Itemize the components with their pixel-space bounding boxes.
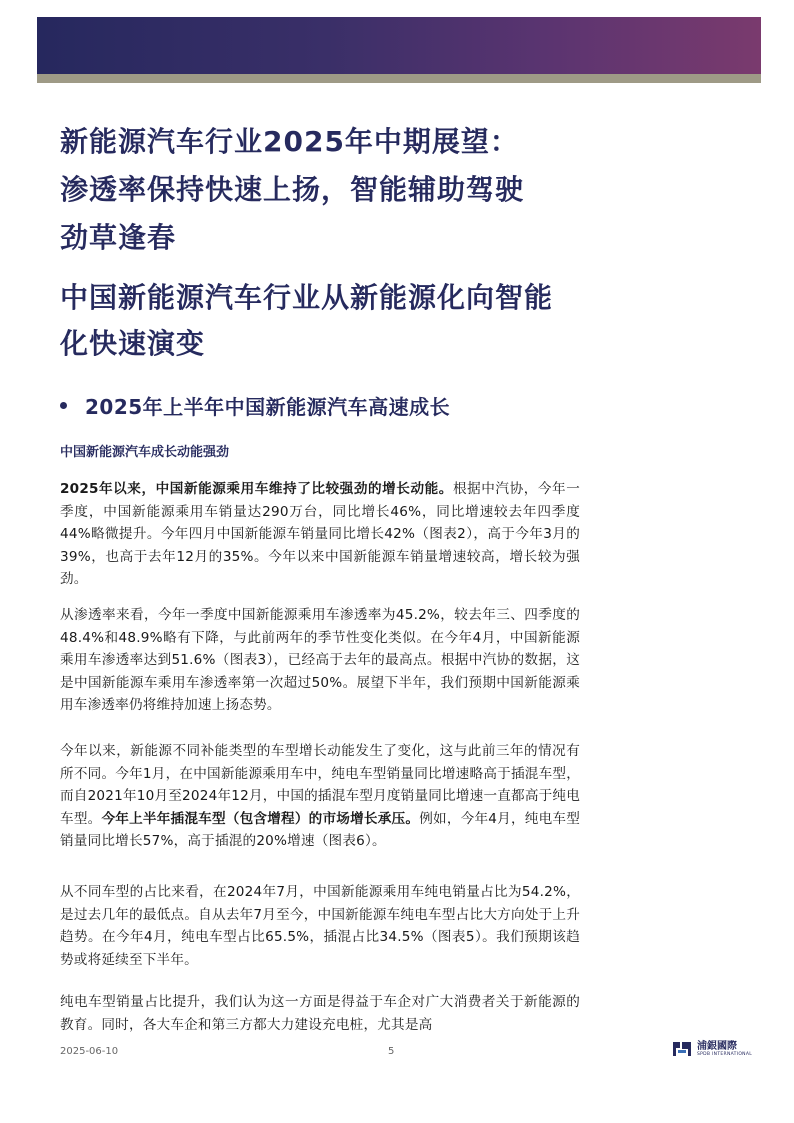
company-logo xyxy=(671,1040,752,1058)
report-title-line-3: 劲草逢春 xyxy=(60,221,177,254)
paragraph-3-text-a: 今年以来，新能源不同补能类型的车型增长动能发生了变化，这与此前三年的情况有所不同。今年1月，在中国新能源乘用车中，纯电车型销量同比增速略高于插混车型，而自2021年10月至2024年12月，中国的插混车型月度销量同比增速一直都高于纯电车型。 xyxy=(60,743,580,827)
logo-mark-icon xyxy=(671,1040,693,1058)
paragraph-3-bold: 今年上半年插混车型（包含增程）的市场增长承压。 xyxy=(101,810,420,827)
paragraph-3 xyxy=(60,740,580,853)
paragraph-2 xyxy=(60,604,580,717)
section-heading-line-2: 化快速演变 xyxy=(60,327,206,360)
section-heading-line-1: 中国新能源汽车行业从新能源化向智能 xyxy=(60,281,554,314)
paragraph-5 xyxy=(60,991,580,1036)
bullet-heading-text: 2025年上半年中国新能源汽车高速成长 xyxy=(85,394,451,419)
paragraph-1 xyxy=(60,478,580,591)
paragraph-5-text: 纯电车型销量占比提升，我们认为这一方面是得益于车企对广大消费者关于新能源的教育。同时，各大车企和第三方都大力建设充电桩，尤其是高 xyxy=(60,994,580,1033)
report-title-line-2: 渗透率保持快速上扬，智能辅助驾驶 xyxy=(60,173,525,206)
report-title-line-1: 新能源汽车行业2025年中期展望： xyxy=(60,125,519,158)
logo-text-en: SPDB INTERNATIONAL xyxy=(697,1051,753,1057)
logo-text-cn: 浦銀國際 xyxy=(697,1040,737,1052)
header-banner xyxy=(37,17,761,74)
paragraph-4-text: 从不同车型的占比来看，在2024年7月，中国新能源乘用车纯电销量占比为54.2%，是过去几年的最低点。自从去年7月至今，中国新能源车纯电车型占比大方向处于上升趋势。在今年4月，纯电车型占比65.5%，插混占比34.5%（图表5）。我们预期该趋势或将延续至下半年。 xyxy=(60,884,580,968)
paragraph-3-text-b: 例如，今年4月，纯电车型销量同比增长57%，高于插混的20%增速（图表6）。 xyxy=(60,810,580,850)
subheading: 中国新能源汽车成长动能强劲 xyxy=(60,445,230,460)
paragraph-1-text: 根据中汽协，今年一季度，中国新能源乘用车销量达290万台，同比增长46%，同比增速较去年四季度44%略微提升。今年四月中国新能源车销量同比增长42%（图表2），高于今年3月的39%，也高于去年12月的35%。今年以来中国新能源车销量增速较高，增长较为强劲。 xyxy=(60,481,580,588)
bullet-dot-icon xyxy=(60,402,67,409)
paragraph-4 xyxy=(60,881,580,971)
bullet-heading xyxy=(60,390,450,420)
paragraph-2-text: 从渗透率来看，今年一季度中国新能源乘用车渗透率为45.2%，较去年三、四季度的48.4%和48.9%略有下降，与此前两年的季节性变化类似。在今年4月，中国新能源乘用车渗透率达到51.6%（图表3），已经高于去年的最高点。根据中汽协的数据，这是中国新能源车乘用车渗透率第一次超过50%。展望下半年，我们预期中国新能源乘用车渗透率仍将维持加速上扬态势。 xyxy=(60,607,580,714)
header-accent-line xyxy=(37,74,761,83)
footer-date: 2025-06-10 xyxy=(60,1046,119,1057)
paragraph-1-bold: 2025年以来，中国新能源乘用车维持了比较强劲的增长动能。 xyxy=(60,481,453,497)
page-number: 5 xyxy=(388,1046,395,1057)
